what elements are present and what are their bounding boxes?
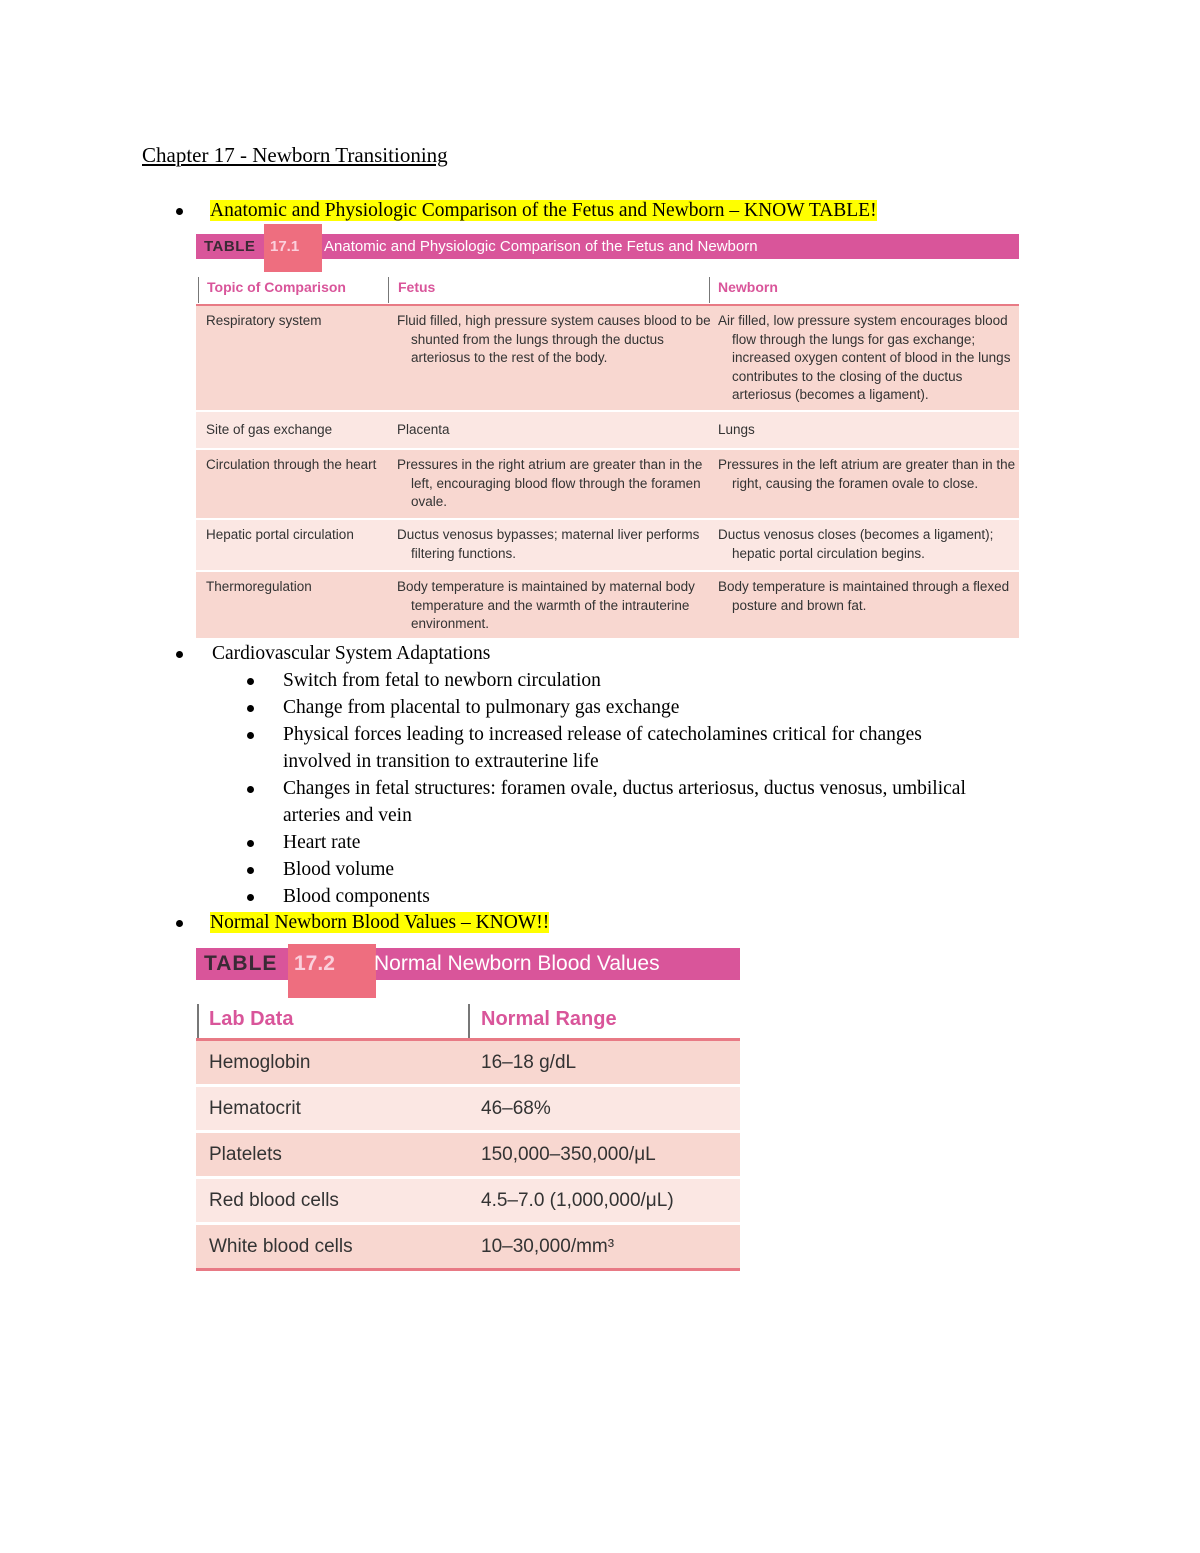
table2-bottom-rule [196,1268,740,1271]
table1-col-topic: Topic of Comparison [207,279,346,295]
bullet-dot [247,678,254,685]
table-row [196,1133,740,1179]
table2-number: 17.2 [294,952,335,975]
table1-column-headers [196,259,1019,306]
table1-heading: Anatomic and Physiologic Comparison of the Fetus and Newborn – KNOW TABLE! [210,200,877,221]
table-cell: Site of gas exchange [206,422,333,437]
bullet-dot [176,651,183,658]
bullet-dot [247,705,254,712]
bullet-dot [247,840,254,847]
table1-col-fetus: Fetus [398,279,436,295]
bullet-dot [176,920,183,927]
table-cell: Hemoglobin [209,1052,311,1073]
bullet-dot [247,894,254,901]
table1-label: TABLE [204,238,256,255]
table1-number: 17.1 [270,238,300,255]
table-cell: Lungs [718,422,755,437]
table-row [196,448,1019,518]
bullet-dot [247,867,254,874]
table-17-1 [196,234,1019,638]
list-item: Blood volume [283,859,395,880]
table-row [196,518,1019,570]
list-item: Blood components [283,886,430,907]
table-cell: Thermoregulation [206,579,312,594]
list-item: Change from placental to pulmonary gas exchange [283,697,680,718]
table-cell: Hematocrit [209,1098,301,1119]
table-cell: Pressures in the left atrium are greater than in the right, causing the foramen ovale to close. [718,457,1016,491]
table-cell: 46–68% [481,1098,551,1119]
table-cell: Pressures in the right atrium are greater than in the left, encouraging blood flow through the foramen ovale. [397,457,703,509]
table1-caption: Anatomic and Physiologic Comparison of the Fetus and Newborn [324,238,758,255]
table2-caption: Normal Newborn Blood Values [374,952,660,975]
page-title: Chapter 17 - Newborn Transitioning [142,143,448,167]
table-cell: Placenta [397,422,450,437]
table2-label: TABLE [204,952,278,975]
table-cell: Fluid filled, high pressure system causes blood to be shunted from the lungs through the ductus arteriosus to the rest of the body. [397,313,711,365]
table-row [196,306,1019,410]
table-cell: Ductus venosus bypasses; maternal liver performs filtering functions. [397,527,700,561]
table-cell: Air filled, low pressure system encourages blood flow through the lungs for gas exchange; increased oxygen content of blood in the lungs contributes to the closing of the ductus arteriosus (becomes a ligament). [718,313,1011,402]
table2-col-lab: Lab Data [209,1008,294,1030]
table-row [196,1225,740,1268]
list-item-continued: arteries and vein [283,805,412,826]
table-cell: Hepatic portal circulation [206,527,354,542]
cardio-heading: Cardiovascular System Adaptations [212,643,491,664]
table-cell: White blood cells [209,1236,353,1257]
table-cell: Respiratory system [206,313,322,328]
table-row [196,1087,740,1133]
table-cell: 150,000–350,000/μL [481,1144,656,1165]
table-17-2 [196,948,740,1271]
table1-col-newborn: Newborn [718,279,778,295]
table-cell: Circulation through the heart [206,457,377,472]
table-cell: Body temperature is maintained by maternal body temperature and the warmth of the intrauterine environment. [397,579,695,631]
list-item: Physical forces leading to increased release of catecholamines critical for changes [283,724,922,745]
bullet-dot [176,208,183,215]
table-row [196,570,1019,638]
table-cell: Red blood cells [209,1190,339,1211]
table2-col-range: Normal Range [481,1008,617,1030]
table1-header-bar [196,234,1019,259]
table-cell: 16–18 g/dL [481,1052,577,1073]
list-item-continued: involved in transition to extrauterine life [283,751,599,772]
table-cell: Platelets [209,1144,282,1165]
list-item: Heart rate [283,832,361,853]
table-cell: Ductus venosus closes (becomes a ligament); hepatic portal circulation begins. [718,527,994,561]
table-cell: 10–30,000/mm³ [481,1236,615,1257]
table-row [196,410,1019,448]
list-item: Switch from fetal to newborn circulation [283,670,601,691]
table-cell: 4.5–7.0 (1,000,000/μL) [481,1190,674,1211]
table2-heading: Normal Newborn Blood Values – KNOW!! [210,912,550,933]
table-row [196,1179,740,1225]
bullet-dot [247,732,254,739]
table-cell: Body temperature is maintained through a flexed posture and brown fat. [718,579,1010,613]
table2-column-headers [196,980,740,1041]
table2-header-bar [196,948,740,980]
list-item: Changes in fetal structures: foramen ovale, ductus arteriosus, ductus venosus, umbilical [283,778,966,799]
bullet-dot [247,786,254,793]
table-row [196,1041,740,1087]
